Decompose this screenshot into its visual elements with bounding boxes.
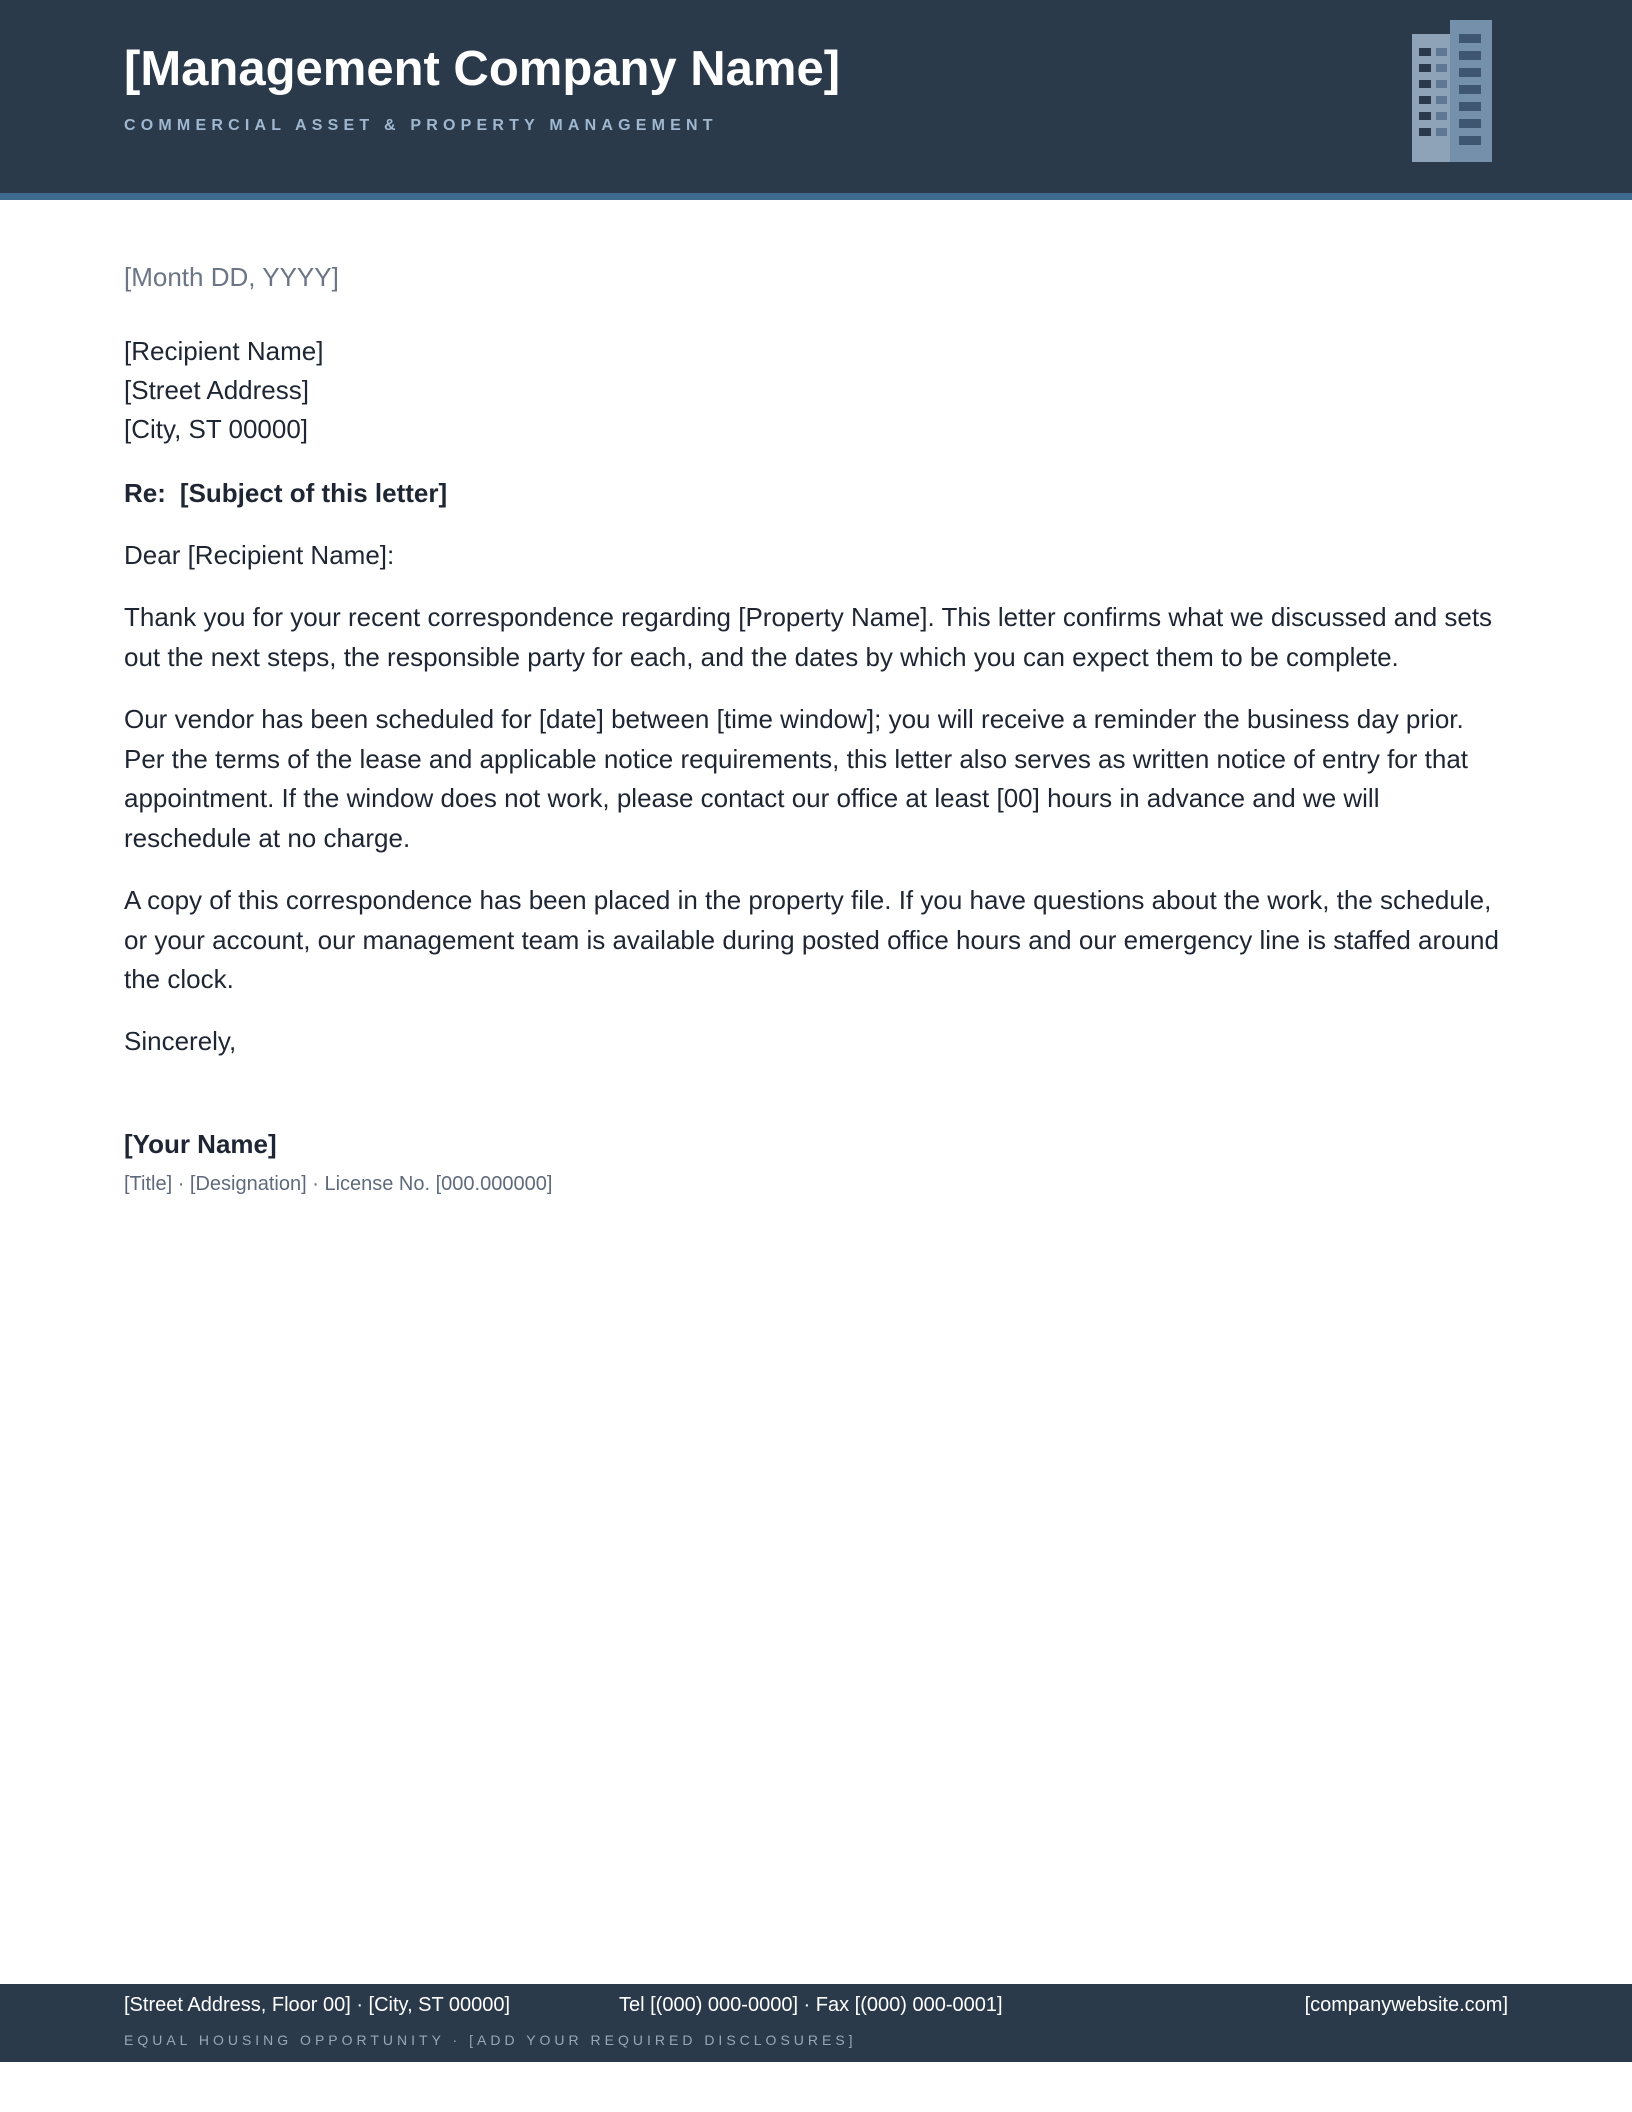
recipient-street: [Street Address] — [124, 375, 309, 405]
footer-phone: Tel [(000) 000-0000] · Fax [(000) 000-0001] — [619, 1994, 1003, 2016]
company-name: [Management Company Name] — [124, 42, 841, 96]
recipient-name: [Recipient Name] — [124, 336, 324, 366]
recipient-city: [City, ST 00000] — [124, 414, 309, 444]
letter-date: [Month DD, YYYY] — [124, 262, 339, 292]
footer-disclosure: EQUAL HOUSING OPPORTUNITY · [ADD YOUR REQUIRED DISCLOSURES] — [124, 2032, 857, 2048]
subject-text: [Subject of this letter] — [179, 478, 448, 508]
footer-address: [Street Address, Floor 00] · [City, ST 00000] — [124, 1994, 511, 2016]
closing: Sincerely, — [124, 1026, 237, 1056]
header-divider — [0, 193, 1632, 200]
body-paragraph: Our vendor has been scheduled for [date] between [time window]; you will receive a reminder the business day prior. Per the terms of the lease and applicable notice requirements, this letter also serves as written notice of entry for that appointment. If the window does not work, please contact our office at least [00] hours in advance and we will reschedule at no charge. — [124, 704, 1469, 853]
body-paragraph: A copy of this correspondence has been placed in the property file. If you have questions about the work, the schedule, or your account, our management team is available during posted office hours and our emergency line is staffed around the clock. — [124, 885, 1499, 994]
body-paragraph: Thank you for your recent correspondence regarding [Property Name]. This letter confirms what we discussed and sets out the next steps, the responsible party for each, and the dates by which you can expect them to be complete. — [124, 602, 1493, 672]
building-icon — [1412, 20, 1492, 162]
footer-website-link[interactable]: [companywebsite.com] — [1304, 1994, 1508, 2016]
signer-title: [Title] · [Designation] · License No. [000.000000] — [124, 1173, 553, 1195]
subject-prefix: Re: — [124, 478, 166, 508]
letterhead-header — [0, 0, 1632, 193]
company-tagline: COMMERCIAL ASSET & PROPERTY MANAGEMENT — [124, 117, 718, 134]
salutation: Dear [Recipient Name]: — [124, 540, 395, 570]
recipient-address — [124, 332, 323, 449]
signer-name: [Your Name] — [124, 1129, 277, 1159]
subject-line — [124, 478, 447, 509]
letter-body — [124, 598, 1504, 1023]
letterhead-footer — [0, 1984, 1632, 2062]
